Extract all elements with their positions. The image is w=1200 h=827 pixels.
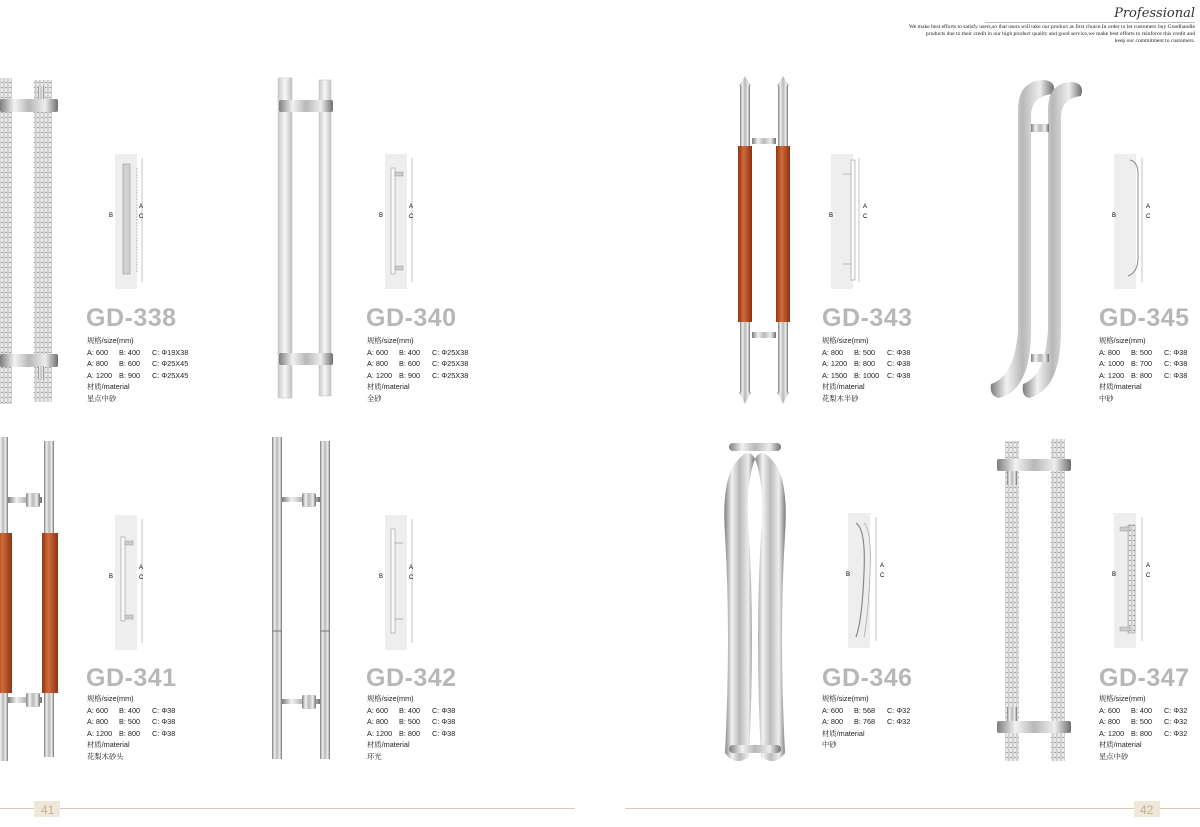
material-label: 材质/material [1099,382,1142,392]
product-gd-341 [0,435,260,775]
spec-block [822,693,910,751]
material-label: 材质/material [87,740,130,750]
footer-rule-left [0,808,575,809]
size-label: 规格/size(mm) [1099,336,1146,345]
thumb-label-a: A [1146,204,1151,210]
material-value: 环光 [367,751,382,761]
product-gd-347 [985,435,1200,775]
spec-row [822,347,910,359]
spec-c: C: Φ38 [1164,347,1188,357]
spec-row [87,358,188,370]
product-gd-343 [725,70,975,410]
spec-b: B: 900 [399,370,421,380]
thumb-label-c: C [139,575,144,581]
model-number: GD-338 [86,304,177,332]
spec-block [1099,693,1187,763]
thumb-label-a: A [139,204,144,210]
spec-block [367,335,468,405]
thumb-label-b: B [109,213,114,219]
spec-row [87,370,188,382]
spec-b: B: 800 [1131,370,1153,380]
spec-c: C: Φ32 [1164,705,1188,715]
header-tagline: We make best efforts to satisfy users,so that users will take our product as first choice.In order to let customers buy Goodhandle products due to their credit in our high product quality and good service,we make best efforts to reinforce this credit and keep our commitment to customers. [908,24,1195,44]
thumb-label-b: B [109,574,114,580]
spec-row [87,705,175,717]
handle-gd-338-photo [0,70,70,410]
thumb-label-a: A [409,204,414,210]
spec-c: C: Φ25X38 [432,370,469,380]
spec-c: C: Φ25X38 [432,359,469,369]
product-gd-338 [0,70,260,410]
spec-b: B: 400 [399,347,421,357]
spec-block [87,335,188,405]
size-label: 规格/size(mm) [87,336,134,345]
spec-block [1099,335,1187,405]
spec-a: A: 600 [822,705,844,715]
dimension-thumb-gd-340 [375,154,435,289]
spec-row [367,370,468,382]
spec-b: B: 600 [119,359,141,369]
material-value: 花梨木砂头 [87,751,124,761]
spec-b: B: 800 [119,728,141,738]
page-number-left: 41 [41,803,55,817]
spec-a: A: 1500 [822,370,848,380]
spec-b: B: 800 [1131,728,1153,738]
spec-a: A: 800 [367,359,389,369]
spec-a: A: 800 [87,717,109,727]
thumb-label-b: B [379,574,384,580]
thumb-label-c: C [863,214,868,220]
spec-a: A: 600 [367,705,389,715]
material-value: 中砂 [822,740,837,750]
spec-row [367,347,468,359]
spec-b: B: 500 [119,717,141,727]
dimension-thumb-gd-346 [842,513,902,648]
spec-b: B: 500 [854,347,876,357]
spec-row [87,716,175,728]
spec-row [822,716,910,728]
header-rule [985,22,1195,23]
spec-a: A: 1200 [1099,370,1125,380]
spec-a: A: 600 [87,705,109,715]
handle-gd-346-photo [715,435,815,775]
footer-rule-right [625,808,1200,809]
header [865,6,1195,45]
material-value: 花梨木半砂 [822,393,859,403]
thumb-label-a: A [880,563,885,569]
spec-b: B: 400 [1131,705,1153,715]
spec-b: B: 500 [1131,347,1153,357]
thumb-label-c: C [880,573,885,579]
material-label: 材质/material [87,382,130,392]
spec-row [1099,705,1187,717]
spec-row [87,347,188,359]
spec-a: A: 600 [1099,705,1121,715]
spec-block [367,693,455,763]
size-label: 规格/size(mm) [822,694,869,703]
model-number: GD-346 [822,664,913,692]
spec-b: B: 800 [854,359,876,369]
spec-c: C: Φ25X38 [432,347,469,357]
spec-c: C: Φ25X45 [152,359,189,369]
spec-a: A: 800 [367,717,389,727]
spec-b: B: 400 [119,705,141,715]
spec-row [1099,347,1187,359]
product-gd-342 [270,435,530,775]
spec-row [367,705,455,717]
handle-gd-343-photo [725,70,795,410]
spec-a: A: 800 [1099,717,1121,727]
dimension-thumb-gd-347 [1108,513,1168,648]
model-number: GD-340 [366,304,457,332]
model-number: GD-345 [1099,304,1190,332]
spec-row [1099,370,1187,382]
spec-a: A: 800 [87,359,109,369]
spec-a: A: 1200 [87,370,113,380]
size-label: 规格/size(mm) [367,694,414,703]
size-label: 规格/size(mm) [822,336,869,345]
thumb-label-c: C [139,214,144,220]
thumb-label-c: C [409,575,414,581]
dimension-thumb-gd-338 [105,154,165,289]
spec-a: A: 1200 [822,359,848,369]
thumb-label-a: A [1146,563,1151,569]
spec-a: A: 1200 [367,370,393,380]
spec-row [822,370,910,382]
spec-c: C: Φ38 [152,717,176,727]
material-label: 材质/material [822,382,865,392]
spec-row [367,716,455,728]
thumb-label-c: C [409,214,414,220]
spec-a: A: 1000 [1099,359,1125,369]
thumb-label-b: B [829,213,834,219]
handle-gd-347-photo [985,435,1085,775]
material-value: 中砂 [1099,393,1114,403]
spec-row [367,728,455,740]
thumb-label-b: B [1112,213,1117,219]
spec-b: B: 500 [399,717,421,727]
dimension-thumb-gd-345 [1108,154,1168,289]
spec-c: C: Φ19X38 [152,347,189,357]
spec-row [822,705,910,717]
spec-a: A: 600 [87,347,109,357]
spec-c: C: Φ38 [1164,370,1188,380]
dimension-thumb-gd-341 [105,515,165,650]
material-value: 全砂 [367,393,382,403]
model-number: GD-341 [86,664,177,692]
spec-a: A: 800 [822,717,844,727]
product-gd-340 [270,70,530,410]
dimension-thumb-gd-343 [825,154,885,289]
product-gd-345 [985,70,1200,410]
thumb-label-b: B [846,572,851,578]
handle-gd-342-photo [270,435,340,765]
spec-c: C: Φ38 [152,728,176,738]
model-number: GD-342 [366,664,457,692]
spec-block [87,693,175,763]
spec-b: B: 400 [119,347,141,357]
spec-a: A: 1200 [367,728,393,738]
thumb-label-a: A [139,565,144,571]
size-label: 规格/size(mm) [1099,694,1146,703]
spec-c: C: Φ38 [432,717,456,727]
spec-c: C: Φ38 [432,728,456,738]
thumb-label-b: B [1112,572,1117,578]
spec-b: B: 500 [1131,717,1153,727]
handle-gd-340-photo [270,70,340,410]
spec-row [367,358,468,370]
spec-c: C: Φ38 [887,347,911,357]
thumb-label-b: B [379,213,384,219]
spec-a: A: 800 [822,347,844,357]
page-number-right: 42 [1140,803,1154,817]
spec-row [1099,716,1187,728]
spec-c: C: Φ38 [1164,359,1188,369]
handle-gd-341-photo [0,435,70,765]
size-label: 规格/size(mm) [367,336,414,345]
spec-b: B: 600 [399,359,421,369]
thumb-label-a: A [409,565,414,571]
material-label: 材质/material [367,382,410,392]
spec-row [822,358,910,370]
spec-c: C: Φ38 [152,705,176,715]
spec-c: C: Φ32 [887,717,911,727]
spec-b: B: 700 [1131,359,1153,369]
spec-c: C: Φ25X45 [152,370,189,380]
material-value: 星点中砂 [1099,751,1129,761]
thumb-label-a: A [863,204,868,210]
thumb-label-c: C [1146,573,1151,579]
thumb-label-c: C [1146,214,1151,220]
spec-c: C: Φ38 [887,359,911,369]
spec-b: B: 900 [119,370,141,380]
material-label: 材质/material [1099,740,1142,750]
handle-gd-345-photo [985,70,1085,410]
model-number: GD-343 [822,304,913,332]
size-label: 规格/size(mm) [87,694,134,703]
product-gd-346 [715,435,975,775]
spec-c: C: Φ38 [887,370,911,380]
material-label: 材质/material [367,740,410,750]
spec-c: C: Φ38 [432,705,456,715]
spec-b: B: 1000 [854,370,880,380]
model-number: GD-347 [1099,664,1190,692]
spec-b: B: 400 [399,705,421,715]
spec-c: C: Φ32 [1164,717,1188,727]
spec-row [1099,358,1187,370]
spec-a: A: 1200 [1099,728,1125,738]
spec-c: C: Φ32 [1164,728,1188,738]
header-title: Professional [1114,6,1195,21]
spec-row [1099,728,1187,740]
spec-a: A: 1200 [87,728,113,738]
spec-a: A: 800 [1099,347,1121,357]
dimension-thumb-gd-342 [375,515,435,650]
material-value: 星点中砂 [87,393,117,403]
spec-a: A: 600 [367,347,389,357]
spec-row [87,728,175,740]
spec-b: B: 768 [854,717,876,727]
spec-b: B: 800 [399,728,421,738]
material-label: 材质/material [822,728,865,738]
spec-c: C: Φ32 [887,705,911,715]
spec-b: B: 568 [854,705,876,715]
spec-block [822,335,910,405]
